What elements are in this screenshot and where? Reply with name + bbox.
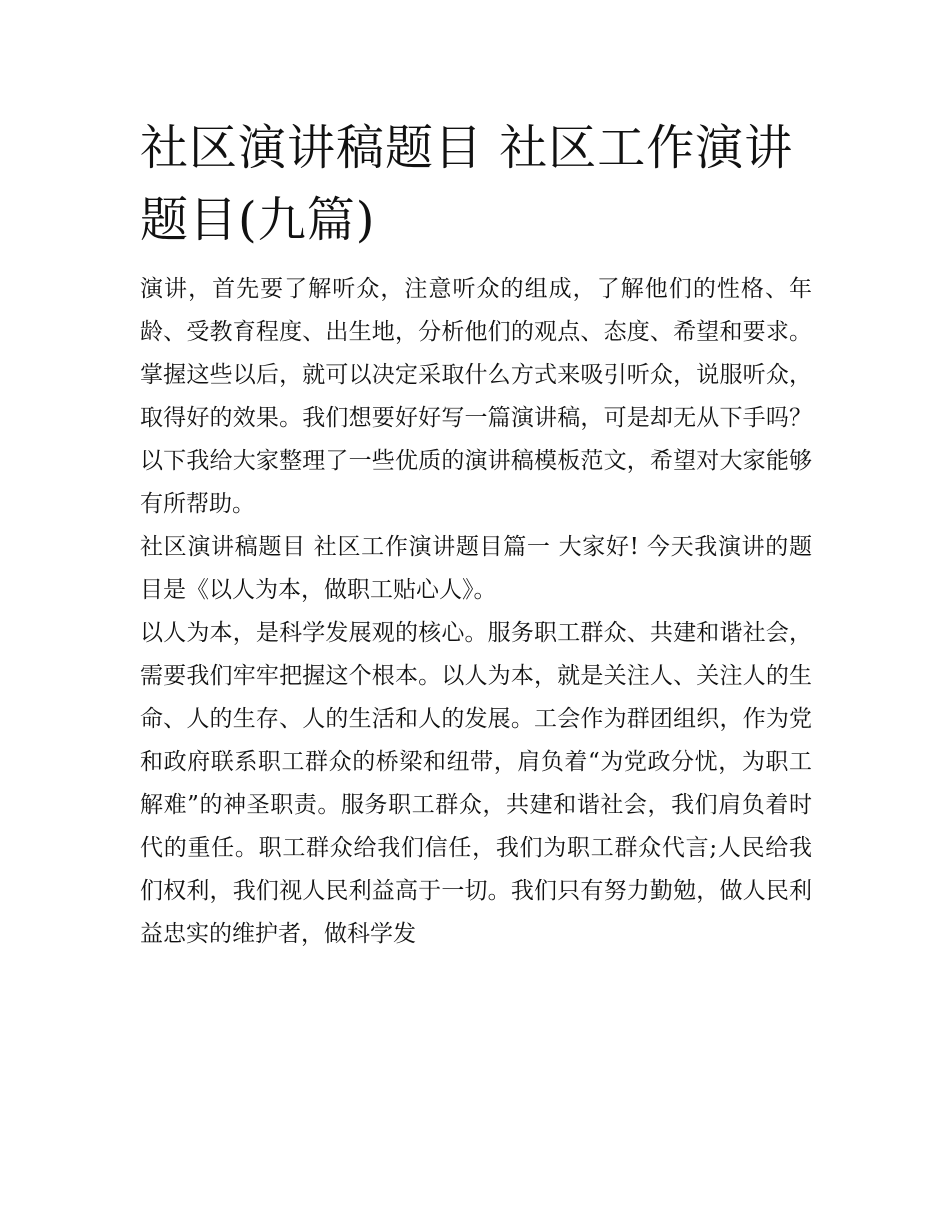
document-title: 社区演讲稿题目 社区工作演讲题目(九篇) [140,120,794,248]
speech-body-paragraph: 以人为本，是科学发展观的核心。服务职工群众、共建和谐社会，需要我们牢牢把握这个根本。以人为本，就是关注人、关注人的生命、人的生存、人的生活和人的发展。工会作为群团组织，作为党和政府联系职工群众的桥梁和纽带，肩负着“为党政分忧，为职工解难”的神圣职责。服务职工群众，共建和谐社会，我们肩负着时代的重任。职工群众给我们信任，我们为职工群众代言;人民给我们权利，我们视人民利益高于一切。我们只有努力勤勉，做人民利益忠实的维护者，做科学发 [140,620,812,947]
document-page [140,112,812,956]
intro-paragraph: 演讲，首先要了解听众，注意听众的组成，了解他们的性格、年龄、受教育程度、出生地，分析他们的观点、态度、希望和要求。掌握这些以后，就可以决定采取什么方式来吸引听众，说服听众，取得好的效果。我们想要好好写一篇演讲稿，可是却无从下手吗？以下我给大家整理了一些优质的演讲稿模板范文，希望对大家能够有所帮助。 [140,276,812,517]
speech-heading-paragraph: 社区演讲稿题目 社区工作演讲题目篇一 大家好! 今天我演讲的题目是《以人为本，做职工贴心人》。 [140,534,812,603]
